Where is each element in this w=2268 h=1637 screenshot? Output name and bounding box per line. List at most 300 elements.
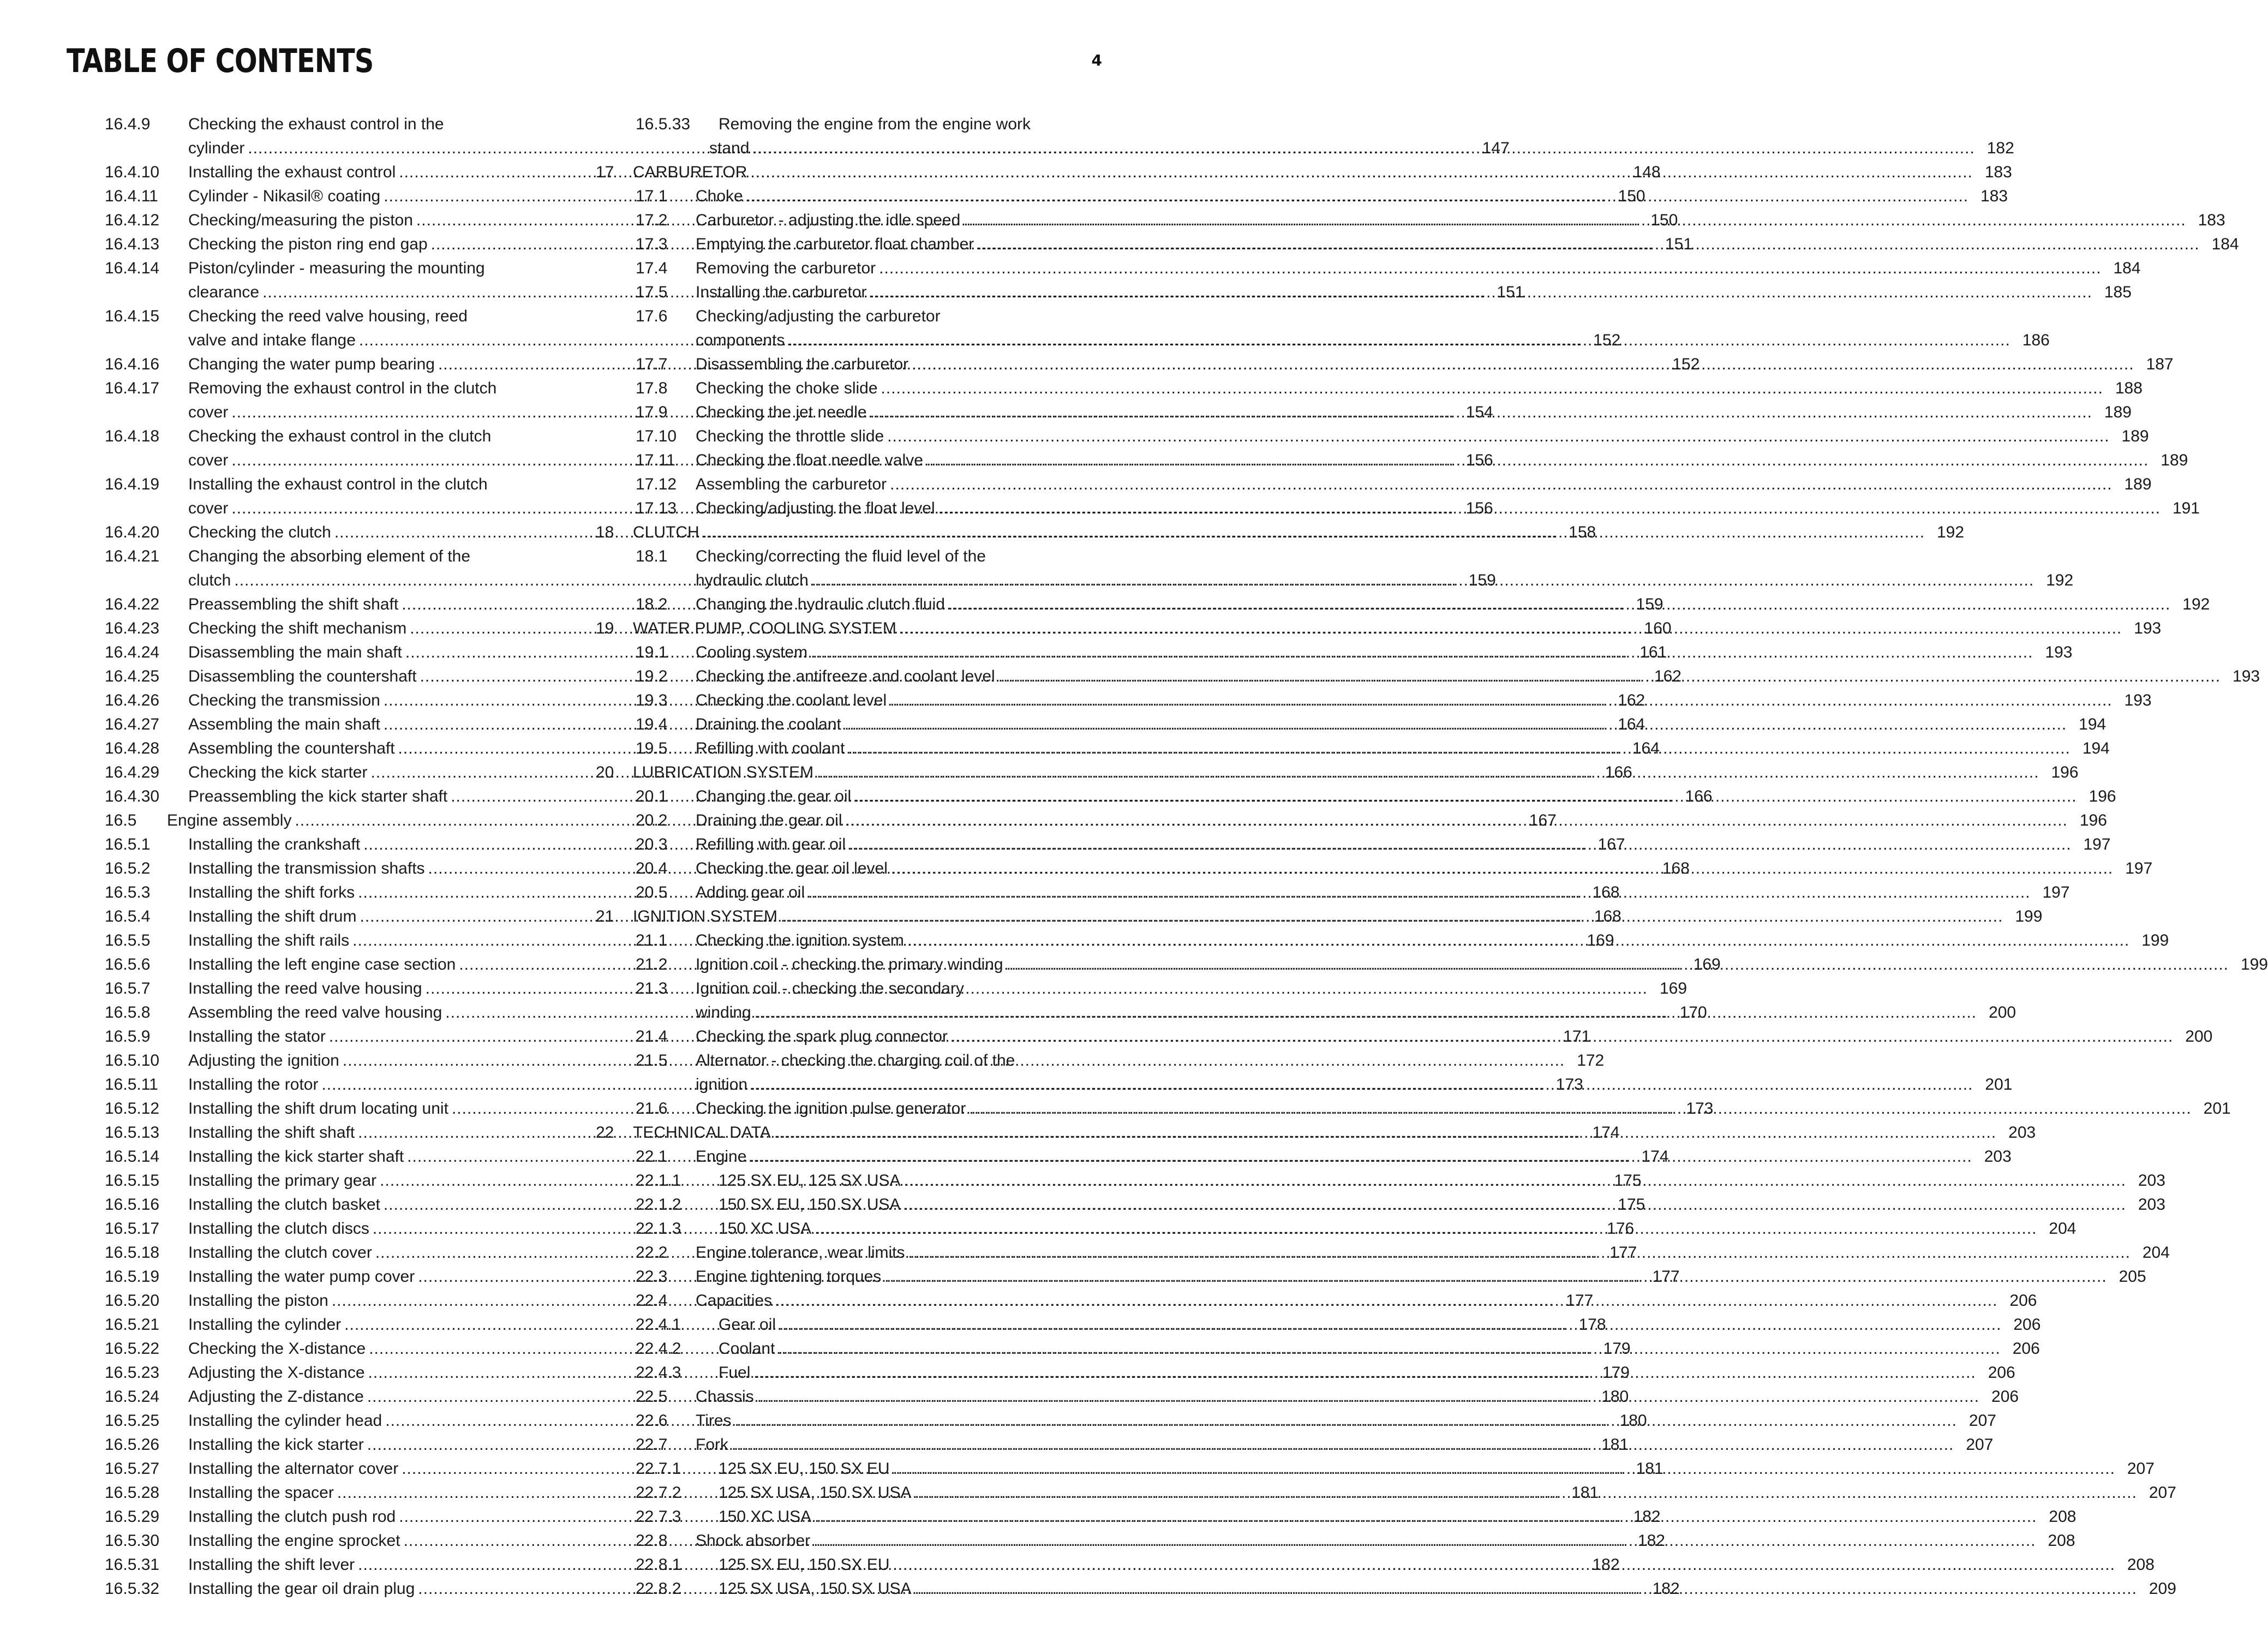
dot-leader <box>813 1529 2036 1553</box>
toc-entry-title: Installing the alternator cover <box>188 1460 399 1478</box>
dot-leader <box>998 665 2221 689</box>
dot-leader <box>808 881 2030 905</box>
toc-entry-title: Installing the shift lever <box>188 1556 355 1574</box>
toc-entry-number: 16.5.18 <box>105 1244 160 1262</box>
toc-entry-page: 201 <box>1985 1076 2013 1094</box>
toc-entry-title: Draining the gear oil <box>696 811 842 829</box>
toc-entry-title: Cylinder - Nikasil® coating <box>188 187 381 205</box>
toc-entry-title: clearance <box>188 283 260 301</box>
toc-entry-title: Tires <box>696 1412 732 1430</box>
toc-entry-number: 16.5.22 <box>105 1340 160 1358</box>
toc-entry-page: 206 <box>2013 1316 2041 1334</box>
dot-leader <box>751 1073 1973 1097</box>
dot-leader <box>812 569 2034 593</box>
toc-entry-number: 16.4.30 <box>105 787 160 805</box>
toc-entry-page: 189 <box>2121 427 2149 445</box>
dot-leader <box>915 1481 2137 1505</box>
toc-entry-number: 16.5.32 <box>105 1580 160 1598</box>
toc-entry-number: 17.7 <box>636 355 668 373</box>
page-number: 4 <box>1091 51 1102 69</box>
toc-entry-number: 16.4.15 <box>105 307 160 325</box>
toc-entry-title: Installing the transmission shafts <box>188 859 425 877</box>
dot-leader <box>746 184 1968 208</box>
toc-entry-number: 16.5.33 <box>636 115 691 133</box>
toc-entry-title: Installing the shift drum <box>188 907 357 925</box>
toc-entry-number: 16.4.20 <box>105 523 160 541</box>
toc-entry-title: Ignition coil - checking the secondary <box>696 979 964 997</box>
toc-entry-number: 16.4.18 <box>105 427 160 445</box>
toc-entry-number: 16.5.14 <box>105 1148 160 1166</box>
dot-leader <box>870 401 2092 425</box>
toc-entry-page: 196 <box>2089 787 2116 805</box>
toc-entry-title: Changing the absorbing element of the <box>188 547 471 565</box>
toc-entry-title: Installing the clutch discs <box>188 1220 369 1238</box>
toc-entry-title: Installing the crankshaft <box>188 835 361 853</box>
toc-entry-page: 197 <box>2042 883 2070 901</box>
toc-entry-number: 16.4.14 <box>105 259 160 277</box>
toc-entry-title: CARBURETOR <box>633 163 747 181</box>
toc-entry-line <box>596 256 2141 280</box>
toc-entry-title: Checking the spark plug connector <box>696 1027 948 1045</box>
dot-leader <box>753 1361 1976 1385</box>
toc-entry-title: 125 SX USA, 150 SX USA <box>719 1484 912 1502</box>
toc-entry-page: 182 <box>1592 1556 1620 1574</box>
toc-entry-title: Engine tolerance, wear limits <box>696 1244 905 1262</box>
dot-leader <box>1007 953 2229 977</box>
toc-entry-title: Fork <box>696 1436 728 1454</box>
toc-entry-title: Installing the carburetor <box>696 283 867 301</box>
toc-entry[interactable] <box>596 425 2149 449</box>
toc-entry-number: 20.3 <box>636 835 668 853</box>
toc-entry-page: 164 <box>1618 715 1645 733</box>
toc-entry-number: 16.4.23 <box>105 619 160 637</box>
toc-entry-number: 20.5 <box>636 883 668 901</box>
toc-entry-title: Removing the engine from the engine work <box>719 115 1031 133</box>
toc-entry-number: 16.5.25 <box>105 1412 160 1430</box>
toc-entry-number: 21.6 <box>636 1100 668 1118</box>
toc-entry-title: Changing the gear oil <box>696 787 852 805</box>
toc-entry-page: 193 <box>2233 667 2260 685</box>
dot-leader <box>757 1385 1979 1409</box>
toc-entry-page: 197 <box>2083 835 2111 853</box>
dot-leader <box>912 353 2134 377</box>
toc-entry-title: Installing the shift drum locating unit <box>188 1100 448 1118</box>
toc-entry-title: Assembling the countershaft <box>188 739 395 757</box>
toc-entry-page: 179 <box>1603 1340 1631 1358</box>
toc-entry-number: 22.8.1 <box>636 1556 681 1574</box>
toc-entry-title: Disassembling the countershaft <box>188 667 417 685</box>
toc-entry-number: 16.5.7 <box>105 979 151 997</box>
toc-entry-title: Fuel <box>719 1364 751 1382</box>
toc-entry-title: Piston/cylinder - measuring the mounting <box>188 259 485 277</box>
toc-entry-title: Checking the jet needle <box>696 403 867 421</box>
toc-entry-page: 193 <box>2124 691 2152 709</box>
toc-entry-number: 17.10 <box>636 427 677 445</box>
toc-entry-title: Installing the left engine case section <box>188 955 456 973</box>
toc-entry-title: Refilling with gear oil <box>696 835 846 853</box>
toc-entry-title: Checking the shift mechanism <box>188 619 407 637</box>
toc-entry-page: 187 <box>2146 355 2174 373</box>
toc-entry-title: 125 SX EU, 125 SX USA <box>719 1172 901 1190</box>
toc-entry-title: Installing the kick starter <box>188 1436 364 1454</box>
toc-entry-number: 16.5.19 <box>105 1268 160 1286</box>
toc-entry-line <box>596 1049 1102 1073</box>
toc-entry-page: 177 <box>1652 1268 1680 1286</box>
toc-entry-page: 181 <box>1601 1436 1629 1454</box>
toc-entry-page: 201 <box>2203 1100 2231 1118</box>
toc-entry-title: Disassembling the main shaft <box>188 643 402 661</box>
toc-entry-title: Cooling system <box>696 643 808 661</box>
toc-entry-page: 175 <box>1618 1196 1645 1214</box>
toc-entry-number: 22.3 <box>636 1268 668 1286</box>
toc-entry-number: 22.8 <box>636 1532 668 1550</box>
toc-entry-page: 193 <box>2045 643 2073 661</box>
toc-entry-page: 206 <box>2012 1340 2040 1358</box>
dot-leader <box>904 1193 2126 1217</box>
toc-entry-number: 16.4.9 <box>105 115 151 133</box>
toc-entry-title: 150 XC USA <box>719 1220 812 1238</box>
toc-entry-title: Installing the cylinder <box>188 1316 342 1334</box>
toc-entry-title: Checking the float needle valve <box>696 451 923 469</box>
dot-leader <box>887 425 2109 449</box>
toc-entry-number: 22.7.2 <box>636 1484 681 1502</box>
toc-entry-number: 19.2 <box>636 667 668 685</box>
toc-entry-page: 172 <box>1577 1051 1605 1070</box>
toc-entry-number: 16.4.12 <box>105 211 160 229</box>
toc-entry-title: cover <box>188 403 229 421</box>
toc-entry-number: 17.1 <box>636 187 668 205</box>
dot-leader <box>750 160 1972 184</box>
toc-entry-page: 204 <box>2049 1220 2076 1238</box>
toc-entry-page: 167 <box>1529 811 1557 829</box>
dot-leader <box>811 641 2033 665</box>
toc-entry-number: 22.4 <box>636 1292 668 1310</box>
dot-leader <box>881 377 2103 401</box>
toc-entry-number: 16.5.10 <box>105 1051 160 1070</box>
toc-entry-title: Installing the reed valve housing <box>188 979 422 997</box>
toc-entry-number: 16.4.10 <box>105 163 160 181</box>
toc-entry-number: 16.4.25 <box>105 667 160 685</box>
toc-entry-title: Gear oil <box>719 1316 776 1334</box>
toc-entry-title: 150 XC USA <box>719 1508 812 1526</box>
toc-entry-title: Emptying the carburetor float chamber <box>696 235 974 253</box>
dot-leader <box>854 785 2076 809</box>
toc-entry-title: hydraulic clutch <box>696 571 809 589</box>
toc-entry-title: Changing the water pump bearing <box>188 355 435 373</box>
toc-entry-page: 206 <box>1991 1388 2019 1406</box>
toc-entry-number: 21.3 <box>636 979 668 997</box>
toc-entry-title: Engine <box>696 1148 747 1166</box>
toc-entry-page: 162 <box>1618 691 1645 709</box>
toc-entry-title: Assembling the reed valve housing <box>188 1003 442 1021</box>
dot-leader <box>815 1217 2037 1241</box>
toc-entry-page: 169 <box>1659 979 1687 997</box>
dot-leader <box>735 1409 1957 1433</box>
toc-entry-number: 18.1 <box>636 547 668 565</box>
toc-entry-page: 167 <box>1597 835 1625 853</box>
toc-entry-number: 16.4.13 <box>105 235 160 253</box>
toc-entry[interactable] <box>596 473 2152 497</box>
toc-entry[interactable] <box>596 377 2143 401</box>
toc-entry-page: 148 <box>1633 163 1661 181</box>
toc-entry-number: 22.4.2 <box>636 1340 681 1358</box>
toc-entry-page: 209 <box>2149 1580 2176 1598</box>
toc-entry-number: 16.4.24 <box>105 643 160 661</box>
toc-entry-title: Ignition coil - checking the primary winding <box>696 955 1003 973</box>
toc-entry-title: Installing the stator <box>188 1027 326 1045</box>
toc-entry-page: 196 <box>2079 811 2107 829</box>
toc-entry-title: Installing the primary gear <box>188 1172 377 1190</box>
toc-entry-title: Installing the rotor <box>188 1076 319 1094</box>
toc-entry-title: Checking the ignition pulse generator <box>696 1100 966 1118</box>
toc-entry-page: 147 <box>1482 139 1510 157</box>
toc-entry-page: 196 <box>2051 763 2079 781</box>
toc-entry-page: 185 <box>2104 283 2132 301</box>
toc-entry-page: 169 <box>1693 955 1721 973</box>
toc-entry-page: 150 <box>1618 187 1645 205</box>
toc-entry-title: Alternator - checking the charging coil of the <box>696 1051 1015 1070</box>
toc-entry-line <box>105 112 570 136</box>
toc-entry-page: 177 <box>1609 1244 1637 1262</box>
toc-entry-number: 16.5.26 <box>105 1436 160 1454</box>
toc-entry-line <box>596 377 2143 401</box>
dot-leader <box>845 713 2067 737</box>
dot-leader <box>890 689 2112 713</box>
toc-entry-number: 21 <box>596 907 614 925</box>
dot-leader <box>750 1145 1972 1169</box>
toc-entry-title: Installing the shift shaft <box>188 1124 355 1142</box>
toc-entry-page: 159 <box>1636 595 1663 613</box>
toc-entry-number: 20.4 <box>636 859 668 877</box>
toc-entry-page: 203 <box>2138 1196 2165 1214</box>
toc-entry-page: 183 <box>2198 211 2225 229</box>
toc-entry-number: 22.6 <box>636 1412 668 1430</box>
toc-entry-line <box>105 425 570 449</box>
toc-entry-number: 16.5.9 <box>105 1027 151 1045</box>
dot-leader <box>915 1577 2137 1601</box>
toc-entry-number: 20.2 <box>636 811 668 829</box>
toc-entry-number: 16.5.30 <box>105 1532 160 1550</box>
toc-entry-page: 168 <box>1592 883 1620 901</box>
toc-entry-page: 154 <box>1465 403 1493 421</box>
toc-entry-page: 200 <box>2185 1027 2213 1045</box>
toc-entry-page: 193 <box>2134 619 2162 637</box>
toc-entry-line <box>596 112 1102 136</box>
toc-entry-number: 21.1 <box>636 931 668 949</box>
toc-entry-title: 150 SX EU, 150 SX USA <box>719 1196 901 1214</box>
toc-entry-page: 174 <box>1592 1124 1620 1142</box>
toc-entry-page: 189 <box>2104 403 2132 421</box>
toc-entry-page: 166 <box>1685 787 1713 805</box>
toc-entry-page: 160 <box>1644 619 1672 637</box>
toc-entry-number: 18 <box>596 523 614 541</box>
toc-entry-number: 17.4 <box>636 259 668 277</box>
toc-entry-title: Installing the spacer <box>188 1484 334 1502</box>
toc-entry-page: 164 <box>1632 739 1660 757</box>
toc-entry-number: 21.4 <box>636 1027 668 1045</box>
dot-leader <box>779 1313 2001 1337</box>
toc-entry-title: Capacities <box>696 1292 773 1310</box>
toc-entry-page: 208 <box>2127 1556 2155 1574</box>
toc-entry-title: TECHNICAL DATA <box>633 1124 771 1142</box>
toc-entry-title: Installing the clutch basket <box>188 1196 380 1214</box>
toc-entry-number: 16.5.4 <box>105 907 151 925</box>
toc-entry-number: 20.1 <box>636 787 668 805</box>
toc-entry-title: Adjusting the X-distance <box>188 1364 365 1382</box>
toc-entry-page: 173 <box>1555 1076 1583 1094</box>
toc-entry-title: Disassembling the carburetor <box>696 355 909 373</box>
toc-entry-title: Installing the shift forks <box>188 883 355 901</box>
toc-entry-number: 16.5.2 <box>105 859 151 877</box>
toc-entry-title: Installing the kick starter shaft <box>188 1148 404 1166</box>
toc-entry-number: 16.5.28 <box>105 1484 160 1502</box>
toc-entry-number: 21.2 <box>636 955 668 973</box>
toc-entry-number: 16.4.27 <box>105 715 160 733</box>
toc-entry-title: Checking the piston ring end gap <box>188 235 428 253</box>
toc-entry-number: 17 <box>596 163 614 181</box>
toc-entry-page: 194 <box>2079 715 2107 733</box>
toc-entry-title: Checking the exhaust control in the <box>188 115 444 133</box>
toc-entry-page: 189 <box>2161 451 2188 469</box>
toc-entry-title: Installing the shift rails <box>188 931 350 949</box>
toc-entry-page: 152 <box>1593 331 1621 349</box>
toc-entry-page: 182 <box>1633 1508 1661 1526</box>
toc-entry-line <box>596 304 1102 328</box>
toc-entry-page: 199 <box>2015 907 2043 925</box>
toc-entry-page: 197 <box>2125 859 2153 877</box>
toc-entry-number: 16.5.11 <box>105 1076 158 1094</box>
dot-leader <box>891 857 2113 881</box>
toc-entry-title: valve and intake flange <box>188 331 356 349</box>
toc-entry-title: Carburetor - adjusting the idle speed <box>696 211 961 229</box>
dot-leader <box>900 617 2122 641</box>
toc-entry-number: 20 <box>596 763 614 781</box>
dot-leader <box>817 761 2039 785</box>
toc-entry-page: 156 <box>1465 499 1493 517</box>
toc-entry-number: 16.5.15 <box>105 1172 160 1190</box>
toc-entry-number: 17.11 <box>636 451 675 469</box>
toc-entry-page: 171 <box>1563 1027 1591 1045</box>
toc-entry-title: Installing the piston <box>188 1292 328 1310</box>
toc-entry-title: Preassembling the kick starter shaft <box>188 787 448 805</box>
toc-entry-page: 206 <box>2009 1292 2037 1310</box>
toc-entry-number: 16.5.8 <box>105 1003 151 1021</box>
toc-entry-title: Coolant <box>719 1340 775 1358</box>
dot-leader <box>893 1457 2115 1481</box>
toc-entry-number: 22 <box>596 1124 614 1142</box>
toc-entry-page: 151 <box>1665 235 1693 253</box>
dot-leader <box>951 1025 2173 1049</box>
dot-leader <box>848 737 2070 761</box>
toc-entry-page: 166 <box>1605 763 1632 781</box>
toc-entry-page: 181 <box>1636 1460 1663 1478</box>
toc-entry-title: Engine tightening torques <box>696 1268 882 1286</box>
toc-entry-page: 192 <box>2046 571 2074 589</box>
toc-entry-number: 17.9 <box>636 403 668 421</box>
toc-entry-number: 22.8.2 <box>636 1580 681 1598</box>
toc-entry-line <box>105 304 570 328</box>
toc-entry-title: Adjusting the Z-distance <box>188 1388 364 1406</box>
toc-entry-page: 207 <box>1968 1412 1996 1430</box>
toc-entry-title: Draining the coolant <box>696 715 841 733</box>
toc-entry-title: Checking the kick starter <box>188 763 368 781</box>
toc-entry-page: 181 <box>1571 1484 1599 1502</box>
toc-entry-title: Checking the throttle slide <box>696 427 884 445</box>
toc-entry-page: 183 <box>1984 163 2012 181</box>
toc-entry-page: 158 <box>1569 523 1596 541</box>
toc-entry-number: 16.4.11 <box>105 187 158 205</box>
dot-leader <box>775 1289 1997 1313</box>
toc-entry-title: LUBRICATION SYSTEM <box>633 763 814 781</box>
toc-entry-title: cover <box>188 451 229 469</box>
dot-leader <box>926 449 2149 473</box>
toc-entry-number: 21.5 <box>636 1051 668 1070</box>
toc-entry-number: 22.7.1 <box>636 1460 681 1478</box>
toc-entry-number: 16.4.19 <box>105 475 160 493</box>
toc-entry-page: 207 <box>2127 1460 2155 1478</box>
toc-entry-number: 16.4.17 <box>105 379 160 397</box>
dot-leader <box>703 521 1925 545</box>
toc-entry-number: 17.13 <box>636 499 677 517</box>
toc-entry-title: Checking the ignition system <box>696 931 904 949</box>
toc-entry-page: 192 <box>1937 523 1965 541</box>
toc-entry-number: 16.5.23 <box>105 1364 160 1382</box>
toc-entry-number: 17.8 <box>636 379 668 397</box>
toc-entry-page: 194 <box>2082 739 2110 757</box>
toc-entry-page: 203 <box>2138 1172 2165 1190</box>
dot-leader <box>977 232 2199 256</box>
toc-entry-title: Assembling the carburetor <box>696 475 887 493</box>
toc-entry-page: 173 <box>1686 1100 1714 1118</box>
dot-leader <box>948 593 2170 617</box>
toc-entry-page: 186 <box>2022 331 2050 349</box>
toc-entry-page: 191 <box>2172 499 2200 517</box>
toc-entry-title: Installing the clutch cover <box>188 1244 372 1262</box>
toc-entry-page: 151 <box>1497 283 1524 301</box>
toc-entry-title: Choke <box>696 187 743 205</box>
toc-entry-title: winding <box>696 1003 751 1021</box>
toc-entry-number: 19.4 <box>636 715 668 733</box>
toc-entry-title: Preassembling the shift shaft <box>188 595 399 613</box>
toc-entry-page: 199 <box>2141 931 2169 949</box>
dot-leader <box>849 833 2071 857</box>
toc-entry-page: 204 <box>2142 1244 2170 1262</box>
dot-leader <box>884 1265 2107 1289</box>
toc-entry-number: 16.4.28 <box>105 739 160 757</box>
toc-entry-number: 22.7.3 <box>636 1508 681 1526</box>
toc-entry-number: 16.5.20 <box>105 1292 160 1310</box>
toc-entry-title: Installing the water pump cover <box>188 1268 415 1286</box>
dot-leader <box>846 809 2068 833</box>
dot-leader <box>908 1241 2131 1265</box>
toc-entry-page: 203 <box>1984 1148 2012 1166</box>
toc-entry-page: 182 <box>1637 1532 1665 1550</box>
toc-entry-title: clutch <box>188 571 231 589</box>
toc-entry-number: 17.2 <box>636 211 668 229</box>
toc-entry-title: Checking/correcting the fluid level of the <box>696 547 986 565</box>
toc-entry-title: Changing the hydraulic clutch fluid <box>696 595 945 613</box>
toc-entry-page: 170 <box>1679 1003 1707 1021</box>
toc-entry-number: 16.4.22 <box>105 595 160 613</box>
toc-entry-page: 192 <box>2182 595 2210 613</box>
toc-entry-number: 22.1.1 <box>636 1172 681 1190</box>
dot-leader <box>732 1433 1954 1457</box>
toc-entry-page: 180 <box>1619 1412 1647 1430</box>
toc-entry-number: 17.6 <box>636 307 668 325</box>
toc-entry-number: 22.1 <box>636 1148 668 1166</box>
toc-entry[interactable] <box>596 256 2141 280</box>
toc-entry-number: 16.5.3 <box>105 883 151 901</box>
